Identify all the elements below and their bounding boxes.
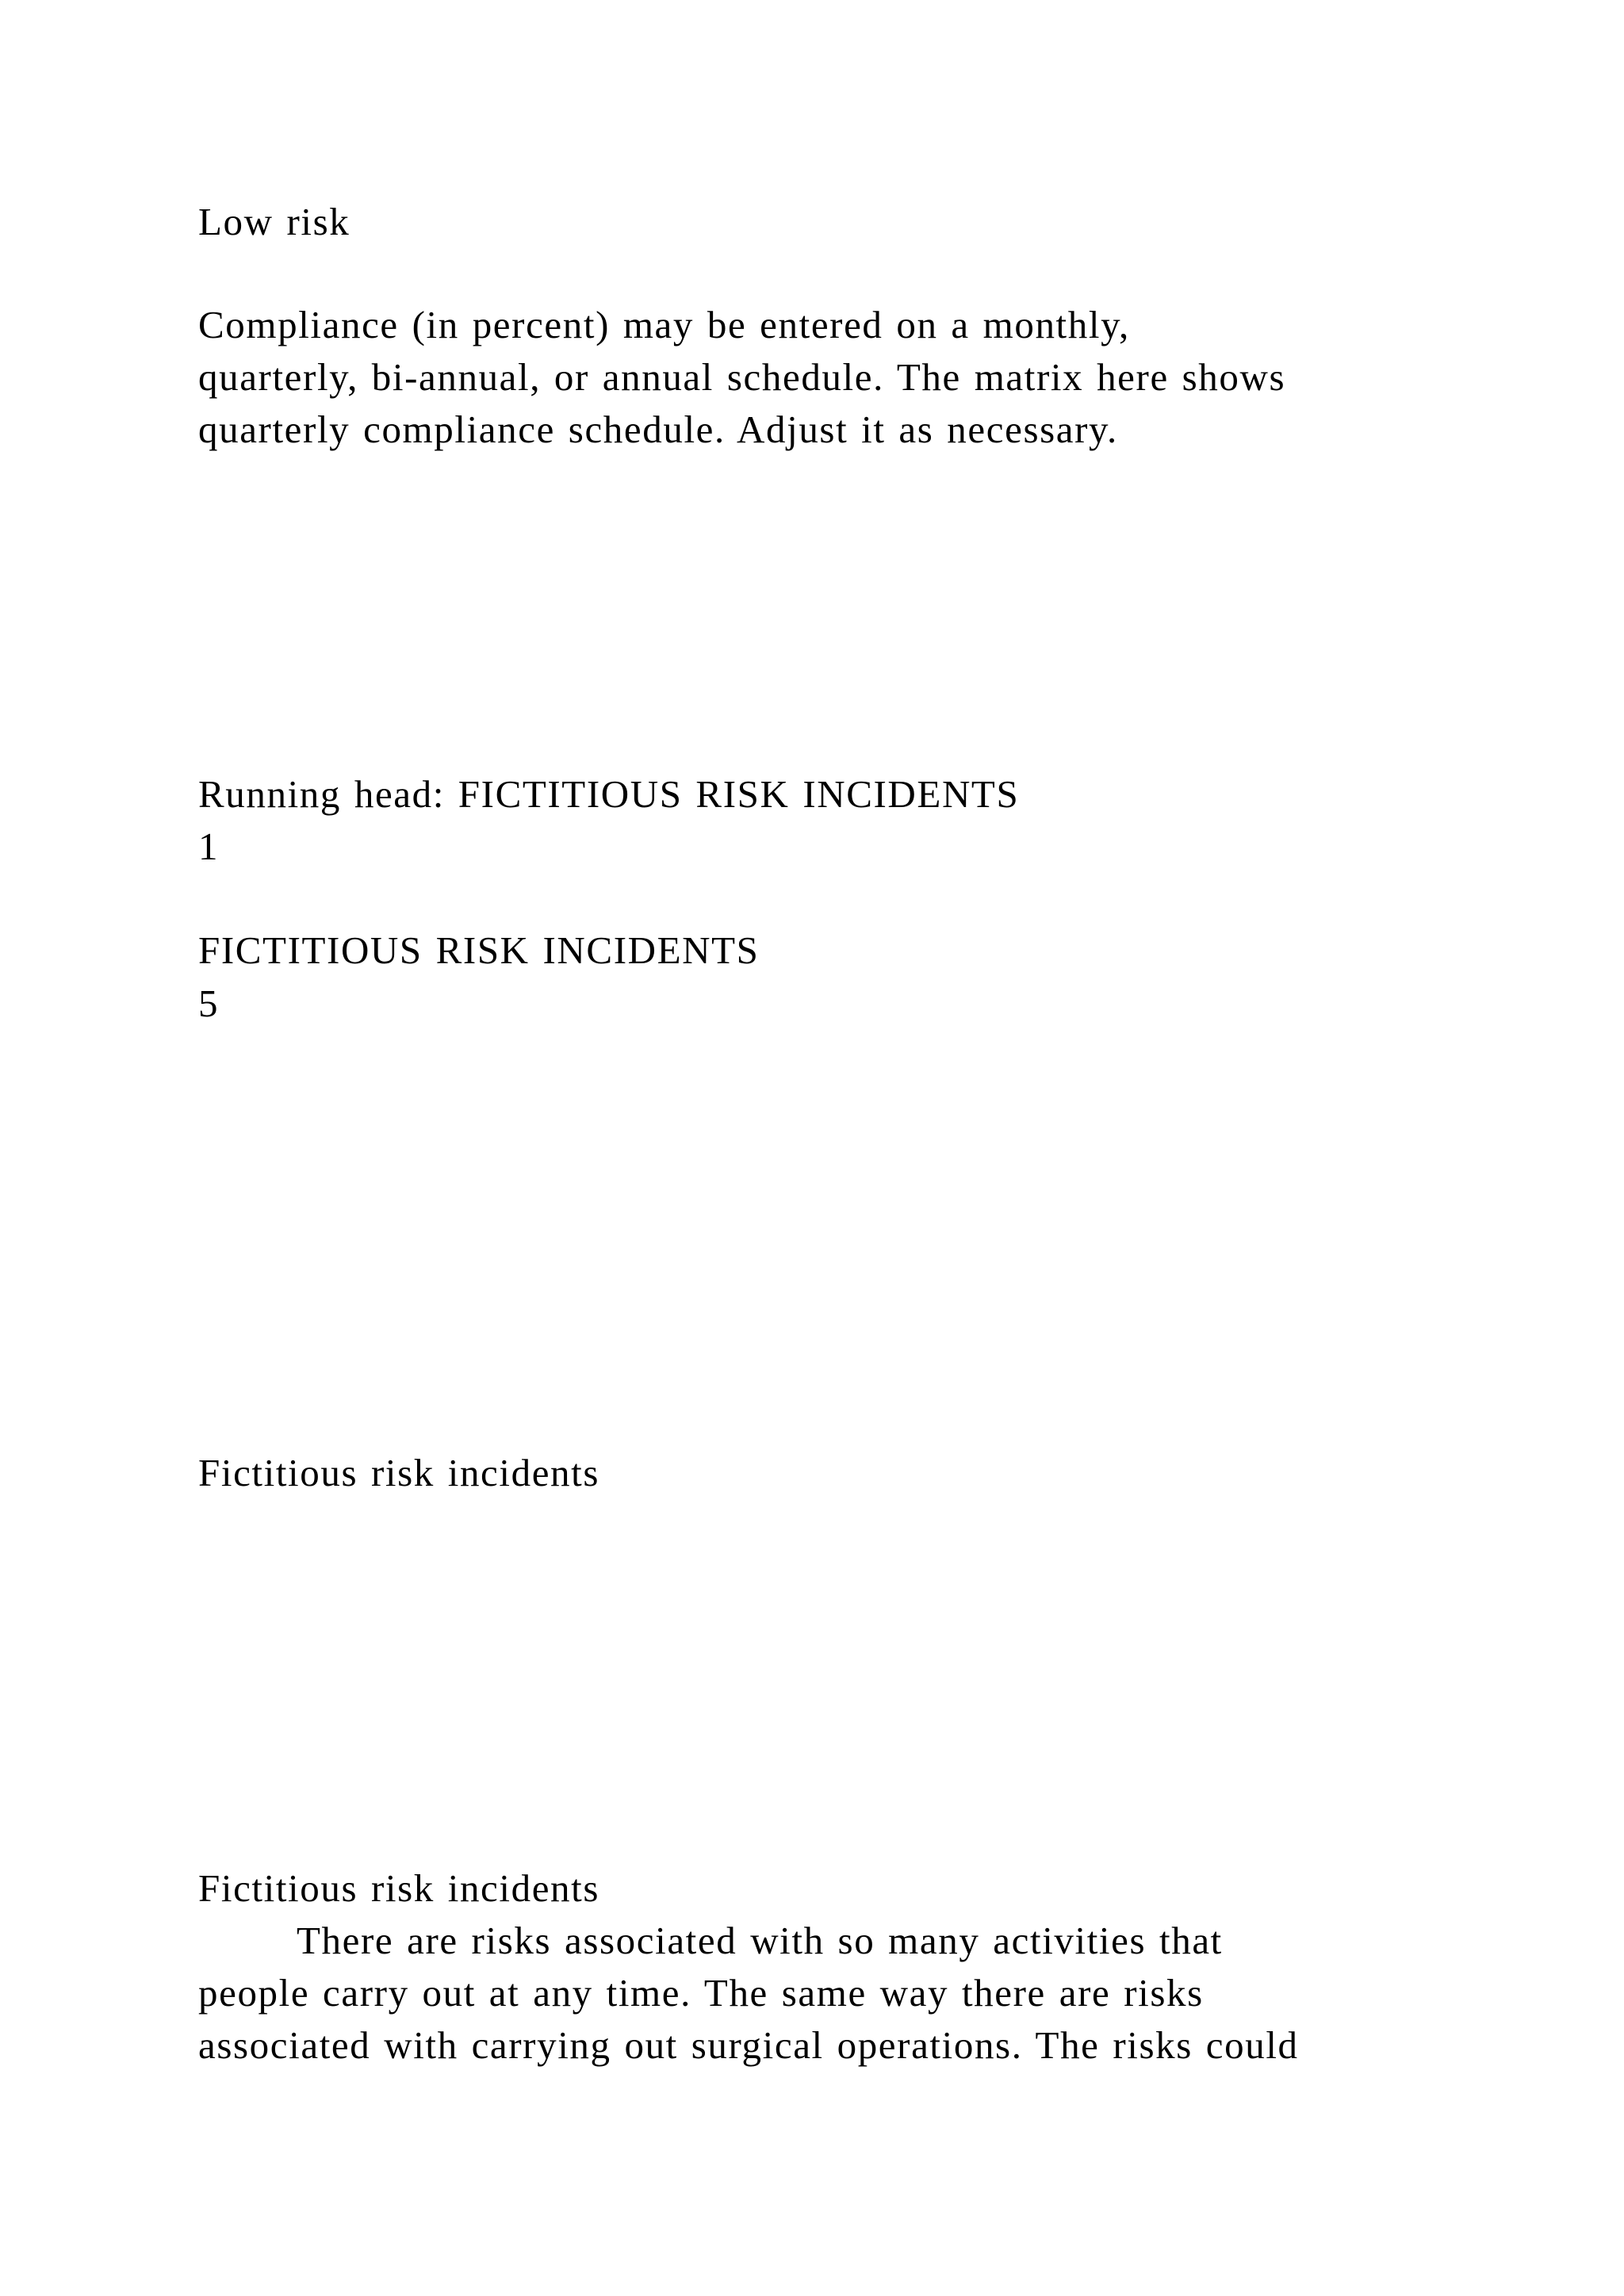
body-paragraph-line-3: associated with carrying out surgical operations. The risks could <box>198 2023 1299 2067</box>
running-head: Running head: FICTITIOUS RISK INCIDENTS <box>198 772 1020 816</box>
page-number-header: 5 <box>198 982 220 1025</box>
body-paragraph-line-2: people carry out at any time. The same way there are risks <box>198 1971 1204 2015</box>
paper-title: Fictitious risk incidents <box>198 1451 600 1494</box>
body-paragraph-line-1: There are risks associated with so many activities that <box>297 1919 1223 1962</box>
page-number-title-page: 1 <box>198 825 220 868</box>
header-short-title: FICTITIOUS RISK INCIDENTS <box>198 928 760 972</box>
risk-level-label: Low risk <box>198 200 350 243</box>
compliance-note-line-2: quarterly, bi-annual, or annual schedule. The matrix here shows <box>198 355 1286 399</box>
section-heading: Fictitious risk incidents <box>198 1866 600 1910</box>
compliance-note-line-1: Compliance (in percent) may be entered on a monthly, <box>198 303 1130 346</box>
compliance-note-line-3: quarterly compliance schedule. Adjust it as necessary. <box>198 408 1118 451</box>
